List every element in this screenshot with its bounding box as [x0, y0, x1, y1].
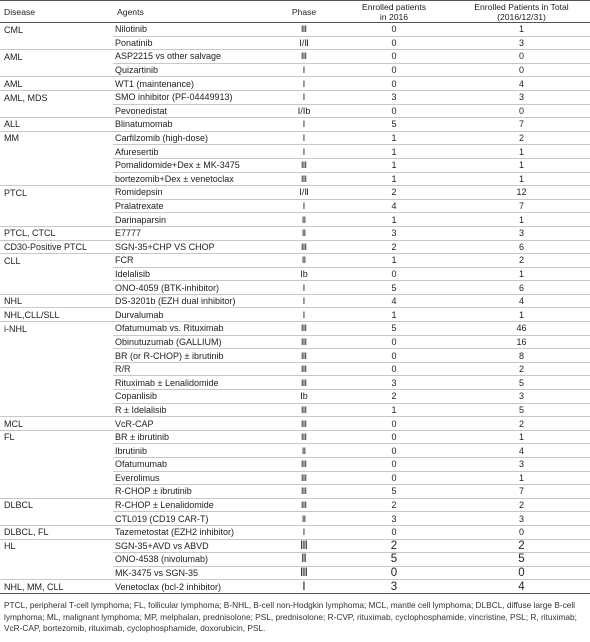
agent-cell: Quizartinib — [113, 63, 273, 77]
header-phase: Phase — [273, 1, 335, 23]
disease-cell — [0, 458, 113, 472]
table-row — [0, 498, 590, 512]
agent-cell: Pevonedistat — [113, 104, 273, 118]
enrolled-2016-cell: 5 — [335, 118, 453, 132]
agent-cell: CTL019 (CD19 CAR-T) — [113, 512, 273, 526]
enrolled-2016-cell: 0 — [335, 335, 453, 349]
footnote: PTCL, peripheral T-cell lymphoma; FL, follicular lymphoma; B-NHL, B-cell non-Hodgkin lymphoma; MCL, mantle cell lymphoma; DLBCL, diffuse large B-cell lymphoma; ML, malignant lymphoma; MP, melphalan, prednisolone; PSL, prednisolone; R-CVP, rituximab, cyclophosphamide, vincristine, PSL; R, rituximab; VcR-CAP, bortezomib, rituximab, cyclophosphamide, doxorubicin, PSL. — [4, 600, 577, 633]
enrolled-total-cell: 0 — [453, 104, 590, 118]
header-disease: Disease — [0, 1, 113, 23]
disease-cell: NHL,CLL/SLL — [0, 308, 113, 322]
enrolled-2016-cell: 5 — [335, 281, 453, 295]
agent-cell: Darinaparsin — [113, 213, 273, 227]
enrolled-2016-cell: 3 — [335, 376, 453, 390]
phase-cell: Ⅰ — [273, 294, 335, 308]
table-row — [0, 77, 590, 91]
agent-cell: Pralatrexate — [113, 199, 273, 213]
enrolled-2016-cell: 2 — [335, 539, 453, 553]
enrolled-2016-cell: 0 — [335, 36, 453, 50]
enrolled-total-cell: 7 — [453, 485, 590, 499]
phase-cell: Ⅲ — [273, 376, 335, 390]
enrolled-total-cell: 0 — [453, 566, 590, 580]
phase-cell: Ⅰb — [273, 267, 335, 281]
phase-cell: Ⅱ — [273, 553, 335, 567]
table-row — [0, 267, 590, 281]
disease-cell — [0, 158, 113, 172]
enrolled-total-cell: 0 — [453, 525, 590, 539]
table-row — [0, 63, 590, 77]
header-enrolled-total-line1: Enrolled Patients in Total — [474, 1, 569, 12]
table-row — [0, 403, 590, 417]
disease-cell — [0, 335, 113, 349]
enrolled-total-cell: 3 — [453, 36, 590, 50]
agent-cell: R-CHOP ± Lenalidomide — [113, 498, 273, 512]
disease-cell — [0, 566, 113, 580]
agent-cell: WT1 (maintenance) — [113, 77, 273, 91]
agent-cell: R-CHOP ± ibrutinib — [113, 485, 273, 499]
phase-cell: Ⅲ — [273, 335, 335, 349]
enrolled-total-cell: 1 — [453, 23, 590, 37]
enrolled-total-cell: 5 — [453, 553, 590, 567]
disease-cell — [0, 485, 113, 499]
enrolled-2016-cell: 1 — [335, 254, 453, 268]
table-row — [0, 322, 590, 336]
agent-cell: MK-3475 vs SGN-35 — [113, 566, 273, 580]
disease-cell: CML — [0, 23, 113, 37]
table-row — [0, 281, 590, 295]
enrolled-2016-cell: 0 — [335, 23, 453, 37]
enrolled-total-cell: 2 — [453, 131, 590, 145]
enrolled-2016-cell: 4 — [335, 199, 453, 213]
disease-cell: AML, MDS — [0, 90, 113, 104]
enrolled-2016-cell: 1 — [335, 145, 453, 159]
agent-cell: SMO inhibitor (PF-04449913) — [113, 90, 273, 104]
phase-cell: Ⅰ — [273, 199, 335, 213]
disease-cell — [0, 553, 113, 567]
table-row — [0, 485, 590, 499]
table-row — [0, 90, 590, 104]
enrolled-total-cell: 8 — [453, 349, 590, 363]
agent-cell: Nilotinib — [113, 23, 273, 37]
agent-cell: ONO-4059 (BTK-inhibitor) — [113, 281, 273, 295]
table-row — [0, 186, 590, 200]
phase-cell: Ⅲ — [273, 458, 335, 472]
disease-cell — [0, 281, 113, 295]
enrolled-total-cell: 1 — [453, 145, 590, 159]
enrolled-2016-cell: 0 — [335, 77, 453, 91]
agent-cell: Venetoclax (bcl-2 inhibitor) — [113, 580, 273, 594]
phase-cell: Ⅰ — [273, 118, 335, 132]
phase-cell: Ⅱ — [273, 444, 335, 458]
phase-cell: Ⅰb — [273, 390, 335, 404]
phase-cell: Ⅲ — [273, 485, 335, 499]
table-row — [0, 553, 590, 567]
disease-cell — [0, 471, 113, 485]
table-row — [0, 131, 590, 145]
phase-cell: Ⅲ — [273, 23, 335, 37]
disease-cell — [0, 376, 113, 390]
phase-cell: Ⅰ — [273, 308, 335, 322]
agent-cell: Rituximab ± Lenalidomide — [113, 376, 273, 390]
enrolled-2016-cell: 0 — [335, 267, 453, 281]
disease-cell: DLBCL — [0, 498, 113, 512]
phase-cell: Ⅲ — [273, 498, 335, 512]
table-row — [0, 417, 590, 431]
enrolled-total-cell: 0 — [453, 63, 590, 77]
disease-cell — [0, 444, 113, 458]
table-row — [0, 376, 590, 390]
phase-cell: Ⅲ — [273, 172, 335, 186]
table-row — [0, 471, 590, 485]
enrolled-2016-cell: 2 — [335, 498, 453, 512]
enrolled-total-cell: 12 — [453, 186, 590, 200]
agent-cell: VcR-CAP — [113, 417, 273, 431]
enrolled-2016-cell: 5 — [335, 553, 453, 567]
disease-cell: CLL — [0, 254, 113, 268]
table-row — [0, 50, 590, 64]
enrolled-2016-cell: 3 — [335, 90, 453, 104]
table-body — [0, 23, 590, 594]
enrolled-2016-cell: 0 — [335, 430, 453, 444]
agent-cell: E7777 — [113, 226, 273, 240]
enrolled-2016-cell: 1 — [335, 131, 453, 145]
disease-cell — [0, 104, 113, 118]
disease-cell — [0, 63, 113, 77]
enrolled-total-cell: 2 — [453, 417, 590, 431]
phase-cell: Ⅰ/Ⅰb — [273, 104, 335, 118]
enrolled-total-cell: 3 — [453, 512, 590, 526]
table-row — [0, 118, 590, 132]
enrolled-2016-cell: 5 — [335, 322, 453, 336]
enrolled-total-cell: 1 — [453, 172, 590, 186]
disease-cell — [0, 213, 113, 227]
phase-cell: Ⅰ — [273, 580, 335, 594]
enrolled-total-cell: 3 — [453, 390, 590, 404]
header-enrolled-2016-line2: in 2016 — [379, 11, 409, 22]
disease-cell: ALL — [0, 118, 113, 132]
agent-cell: Tazemetostat (EZH2 inhibitor) — [113, 525, 273, 539]
enrolled-2016-cell: 0 — [335, 362, 453, 376]
disease-cell: i-NHL — [0, 322, 113, 336]
agent-cell: Romidepsin — [113, 186, 273, 200]
enrolled-total-cell: 4 — [453, 580, 590, 594]
disease-cell — [0, 267, 113, 281]
enrolled-total-cell: 1 — [453, 158, 590, 172]
agent-cell: Carfilzomib (high-dose) — [113, 131, 273, 145]
agent-cell: Durvalumab — [113, 308, 273, 322]
phase-cell: Ⅰ/Ⅱ — [273, 186, 335, 200]
enrolled-2016-cell: 3 — [335, 512, 453, 526]
agent-cell: Ofatumumab — [113, 458, 273, 472]
table-row — [0, 23, 590, 37]
disease-cell — [0, 145, 113, 159]
phase-cell: Ⅲ — [273, 566, 335, 580]
enrolled-2016-cell: 0 — [335, 63, 453, 77]
enrolled-2016-cell: 0 — [335, 471, 453, 485]
enrolled-2016-cell: 1 — [335, 213, 453, 227]
disease-cell: AML — [0, 50, 113, 64]
phase-cell: Ⅱ — [273, 226, 335, 240]
phase-cell: Ⅰ — [273, 77, 335, 91]
enrolled-2016-cell: 0 — [335, 349, 453, 363]
header-agents: Agents — [113, 1, 273, 23]
enrolled-total-cell: 7 — [453, 118, 590, 132]
enrolled-total-cell: 4 — [453, 77, 590, 91]
phase-cell: Ⅲ — [273, 158, 335, 172]
agent-cell: DS-3201b (EZH dual inhibitor) — [113, 294, 273, 308]
enrolled-2016-cell: 2 — [335, 186, 453, 200]
enrolled-total-cell: 6 — [453, 240, 590, 254]
enrolled-2016-cell: 3 — [335, 580, 453, 594]
table-row — [0, 430, 590, 444]
agent-cell: Ponatinib — [113, 36, 273, 50]
enrolled-2016-cell: 0 — [335, 525, 453, 539]
table-row — [0, 390, 590, 404]
table-row — [0, 199, 590, 213]
table-row — [0, 240, 590, 254]
enrolled-total-cell: 1 — [453, 308, 590, 322]
enrolled-total-cell: 5 — [453, 403, 590, 417]
table-row — [0, 458, 590, 472]
phase-cell: Ⅱ — [273, 512, 335, 526]
enrolled-2016-cell: 1 — [335, 158, 453, 172]
agent-cell: SGN-35+AVD vs ABVD — [113, 539, 273, 553]
enrolled-2016-cell: 1 — [335, 403, 453, 417]
disease-cell: MCL — [0, 417, 113, 431]
agent-cell: ONO-4538 (nivolumab) — [113, 553, 273, 567]
enrolled-2016-cell: 5 — [335, 485, 453, 499]
enrolled-total-cell: 16 — [453, 335, 590, 349]
disease-cell — [0, 199, 113, 213]
table-row — [0, 580, 590, 594]
agent-cell: BR ± ibrutinib — [113, 430, 273, 444]
agent-cell: Obinutuzumab (GALLIUM) — [113, 335, 273, 349]
disease-cell: AML — [0, 77, 113, 91]
header-row — [0, 1, 590, 23]
disease-cell — [0, 512, 113, 526]
table-row — [0, 444, 590, 458]
agent-cell: bortezomib+Dex ± venetoclax — [113, 172, 273, 186]
disease-cell: NHL, MM, CLL — [0, 580, 113, 594]
agent-cell: Blinatumomab — [113, 118, 273, 132]
disease-cell — [0, 349, 113, 363]
enrolled-total-cell: 1 — [453, 430, 590, 444]
phase-cell: Ⅰ — [273, 145, 335, 159]
agent-cell: ASP2215 vs other salvage — [113, 50, 273, 64]
enrolled-2016-cell: 0 — [335, 458, 453, 472]
enrolled-total-cell: 46 — [453, 322, 590, 336]
disease-cell — [0, 362, 113, 376]
table-row — [0, 294, 590, 308]
enrolled-2016-cell: 2 — [335, 390, 453, 404]
agent-cell: Everolimus — [113, 471, 273, 485]
phase-cell: Ⅱ — [273, 254, 335, 268]
enrolled-total-cell: 4 — [453, 294, 590, 308]
disease-cell: FL — [0, 430, 113, 444]
enrolled-total-cell: 0 — [453, 50, 590, 64]
phase-cell: Ⅰ — [273, 525, 335, 539]
enrolled-total-cell: 3 — [453, 226, 590, 240]
enrolled-total-cell: 4 — [453, 444, 590, 458]
phase-cell: Ⅰ — [273, 281, 335, 295]
enrolled-2016-cell: 1 — [335, 172, 453, 186]
header-enrolled-2016 — [335, 1, 453, 23]
agent-cell: R ± Idelalisib — [113, 403, 273, 417]
phase-cell: Ⅱ — [273, 213, 335, 227]
agent-cell: Ofatumumab vs. Rituximab — [113, 322, 273, 336]
enrolled-total-cell: 1 — [453, 213, 590, 227]
phase-cell: Ⅰ — [273, 63, 335, 77]
enrolled-total-cell: 3 — [453, 458, 590, 472]
enrolled-total-cell: 2 — [453, 539, 590, 553]
phase-cell: Ⅲ — [273, 417, 335, 431]
table-row — [0, 213, 590, 227]
table-row — [0, 104, 590, 118]
disease-cell: PTCL — [0, 186, 113, 200]
enrolled-total-cell: 1 — [453, 267, 590, 281]
agent-cell: R/R — [113, 362, 273, 376]
phase-cell: Ⅲ — [273, 50, 335, 64]
disease-cell: PTCL, CTCL — [0, 226, 113, 240]
phase-cell: Ⅰ — [273, 131, 335, 145]
disease-cell: CD30-Positive PTCL — [0, 240, 113, 254]
enrolled-2016-cell: 0 — [335, 50, 453, 64]
phase-cell: Ⅰ/Ⅱ — [273, 36, 335, 50]
phase-cell: Ⅲ — [273, 430, 335, 444]
phase-cell: Ⅲ — [273, 240, 335, 254]
enrolled-2016-cell: 0 — [335, 104, 453, 118]
disease-cell — [0, 390, 113, 404]
agent-cell: Pomalidomide+Dex ± MK-3475 — [113, 158, 273, 172]
table-header — [0, 1, 590, 23]
agent-cell: Copanlisib — [113, 390, 273, 404]
enrolled-2016-cell: 4 — [335, 294, 453, 308]
header-enrolled-2016-line1: Enrolled patients — [361, 1, 427, 12]
table-row — [0, 349, 590, 363]
agent-cell: FCR — [113, 254, 273, 268]
enrolled-total-cell: 1 — [453, 471, 590, 485]
agent-cell: SGN-35+CHP VS CHOP — [113, 240, 273, 254]
disease-cell — [0, 403, 113, 417]
phase-cell: Ⅰ — [273, 90, 335, 104]
enrolled-total-cell: 3 — [453, 90, 590, 104]
agent-cell: BR (or R-CHOP) ± ibrutinib — [113, 349, 273, 363]
table-row — [0, 512, 590, 526]
enrolled-total-cell: 7 — [453, 199, 590, 213]
enrolled-total-cell: 6 — [453, 281, 590, 295]
enrolled-2016-cell: 1 — [335, 308, 453, 322]
table-row — [0, 566, 590, 580]
agent-cell: Afuresertib — [113, 145, 273, 159]
disease-cell: MM — [0, 131, 113, 145]
phase-cell: Ⅲ — [273, 322, 335, 336]
disease-cell: HL — [0, 539, 113, 553]
phase-cell: Ⅲ — [273, 471, 335, 485]
agent-cell: Idelalisib — [113, 267, 273, 281]
disease-cell: DLBCL, FL — [0, 525, 113, 539]
phase-cell: Ⅲ — [273, 349, 335, 363]
phase-cell: Ⅲ — [273, 539, 335, 553]
enrolled-2016-cell: 0 — [335, 444, 453, 458]
table-row — [0, 525, 590, 539]
table-row — [0, 254, 590, 268]
enrolled-2016-cell: 0 — [335, 566, 453, 580]
enrolled-total-cell: 2 — [453, 498, 590, 512]
table-row — [0, 172, 590, 186]
header-enrolled-total-line2: (2016/12/31) — [497, 11, 546, 22]
agent-cell: Ibrutinib — [113, 444, 273, 458]
disease-cell — [0, 172, 113, 186]
disease-cell — [0, 36, 113, 50]
disease-cell: NHL — [0, 294, 113, 308]
enrolled-2016-cell: 3 — [335, 226, 453, 240]
enrolled-total-cell: 5 — [453, 376, 590, 390]
table-row — [0, 539, 590, 553]
enrolled-2016-cell: 0 — [335, 417, 453, 431]
phase-cell: Ⅲ — [273, 362, 335, 376]
table-row — [0, 335, 590, 349]
table-row — [0, 145, 590, 159]
enrolled-total-cell: 2 — [453, 254, 590, 268]
table-row — [0, 308, 590, 322]
enrolled-2016-cell: 2 — [335, 240, 453, 254]
table-row — [0, 226, 590, 240]
enrolled-total-cell: 2 — [453, 362, 590, 376]
phase-cell: Ⅲ — [273, 403, 335, 417]
header-enrolled-total — [453, 1, 590, 23]
table-row — [0, 158, 590, 172]
table-row — [0, 36, 590, 50]
table-row — [0, 362, 590, 376]
